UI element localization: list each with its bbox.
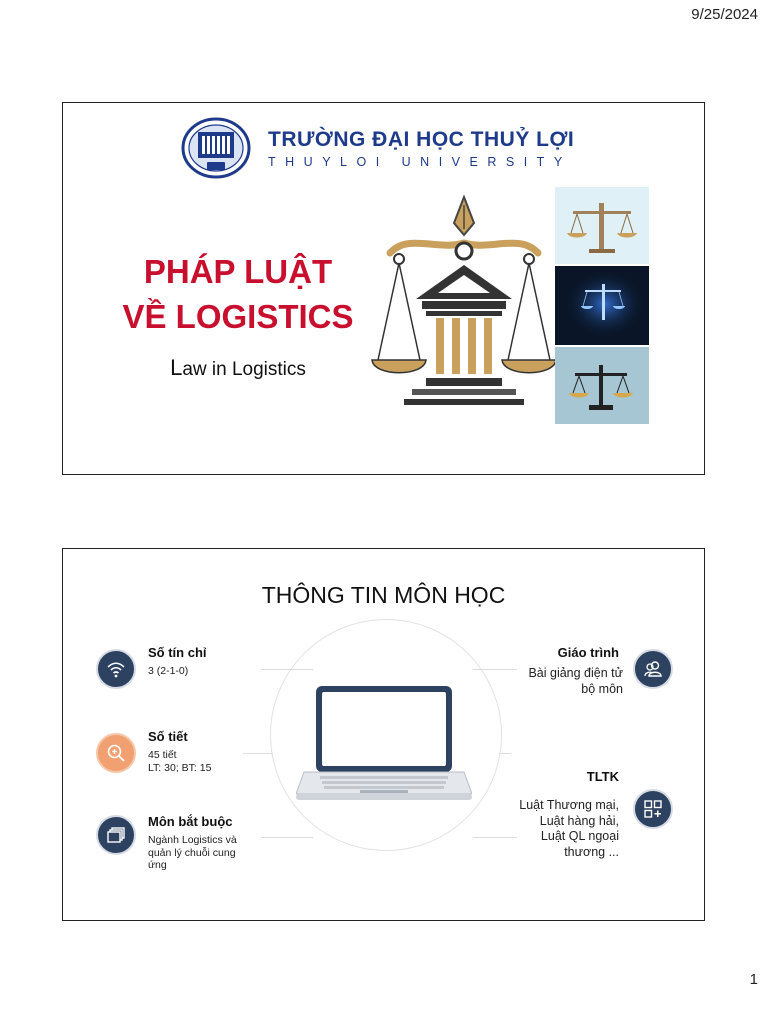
credits-icon-button (96, 649, 136, 689)
required-line: ứng (148, 859, 167, 871)
required-icon-button (96, 815, 136, 855)
slide-title-line1: PHÁP LUẬT (143, 253, 333, 290)
periods-icon-button (96, 733, 136, 773)
textbook-text (443, 666, 623, 697)
required-title: Môn bắt buộc (148, 814, 233, 829)
scale-photo-1 (555, 187, 649, 264)
search-icon (105, 742, 127, 764)
course-info-title: THÔNG TIN MÔN HỌC (261, 582, 506, 608)
periods-title: Số tiết (148, 729, 188, 744)
required-line: Ngành Logistics và (148, 834, 237, 846)
periods-line: LT: 30; BT: 15 (148, 761, 212, 774)
scale-photo-1-icon (555, 187, 649, 264)
textbook-line: bộ môn (581, 681, 623, 696)
university-name-en: THUYLOI UNIVERSITY (268, 155, 572, 169)
justice-scale-icon (368, 195, 560, 410)
users-icon (642, 658, 664, 680)
scale-photo-2-icon (555, 266, 649, 343)
references-title: TLTK (586, 769, 619, 784)
slide-title (62, 102, 705, 475)
references-line: thương ... (564, 844, 619, 859)
connector-line (261, 837, 313, 838)
slide-course-info (62, 548, 705, 921)
cards-icon (105, 824, 127, 846)
scale-photo-3 (555, 347, 649, 424)
university-logo-icon (181, 117, 251, 179)
required-text (148, 834, 258, 872)
credits-title: Số tín chỉ (148, 645, 207, 660)
textbook-icon-button (633, 649, 673, 689)
connector-line (499, 753, 511, 754)
periods-text (148, 749, 258, 774)
references-line: Luật hàng hải, (539, 813, 619, 828)
subtitle-rest: aw in Logistics (182, 359, 306, 380)
slide-subtitle (63, 355, 413, 381)
subtitle-initial: L (170, 355, 183, 380)
connector-line (261, 669, 313, 670)
periods-line: 45 tiết (148, 749, 177, 761)
credits-line: 3 (2-1-0) (148, 665, 189, 677)
scale-photo-3-icon (555, 347, 649, 424)
page-number: 1 (749, 971, 758, 988)
references-icon-button (633, 789, 673, 829)
textbook-title: Giáo trình (557, 645, 619, 660)
references-line: Luật Thương mại, (519, 798, 619, 812)
credits-text (148, 665, 258, 678)
wifi-icon (105, 658, 127, 680)
textbook-line: Bài giảng điện tử (528, 666, 623, 680)
laptop-icon (296, 682, 472, 806)
header-date: 9/25/2024 (691, 6, 758, 23)
references-line: Luật QL ngoại (540, 829, 619, 843)
required-line: quản lý chuỗi cung (148, 846, 236, 859)
university-name-vn: TRƯỜNG ĐẠI HỌC THUỶ LỢI (268, 128, 575, 151)
references-text (443, 798, 619, 860)
apps-icon (642, 798, 664, 820)
slide-title-line2: VỀ LOGISTICS (122, 298, 354, 335)
scale-photo-2 (555, 266, 649, 345)
